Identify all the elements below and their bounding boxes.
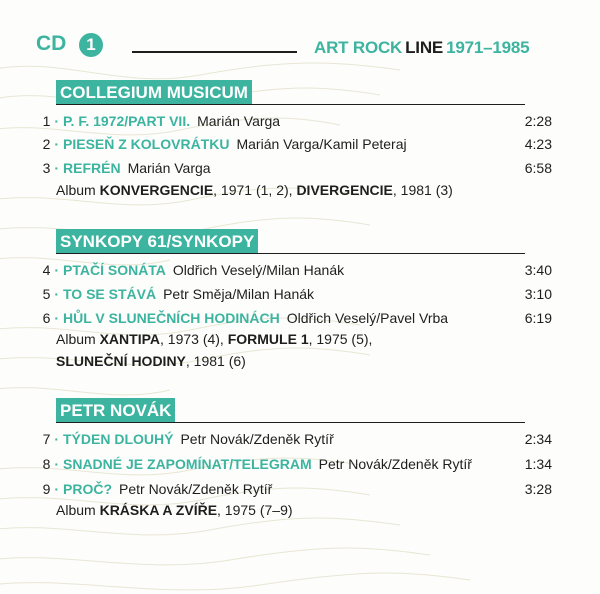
track-row: [0, 429, 600, 449]
album-info-continued: SLUNEČNÍ HODINY, 1981 (6): [56, 353, 246, 369]
album-info: Album XANTIPA, 1973 (4), FORMULE 1, 1975 (5),: [56, 331, 373, 347]
track-duration: 3:40: [524, 262, 552, 278]
track-authors: Marián Varga: [127, 160, 211, 176]
track-duration: 4:23: [524, 136, 552, 152]
album-name: SLUNEČNÍ HODINY: [56, 353, 186, 369]
track-duration: 6:58: [524, 160, 552, 176]
line-title: [314, 38, 529, 58]
track-duration: 2:34: [524, 431, 552, 447]
section-rule: [56, 422, 525, 423]
track-row: [0, 284, 600, 304]
track-row: [0, 479, 600, 499]
track-number: 5 ·: [42, 286, 59, 302]
track-title: PROČ?: [63, 481, 112, 497]
track-authors: Oldřich Veselý/Milan Hanák: [172, 262, 345, 278]
section-band-collegium-musicum: COLLEGIUM MUSICUM: [56, 80, 252, 104]
track-authors: Marián Varga: [197, 113, 281, 129]
track-title: P. F. 1972/PART VII.: [63, 113, 191, 129]
line-title-years: 1971–1985: [446, 38, 530, 57]
track-title: TO SE STÁVÁ: [63, 286, 157, 302]
track-duration: 6:19: [524, 310, 552, 326]
cd-number-badge: 1: [79, 33, 103, 57]
track-duration: 1:34: [524, 456, 552, 472]
track-authors: Marián Varga/Kamil Peteraj: [236, 136, 407, 152]
track-number: 1 ·: [42, 113, 59, 129]
track-title: SNADNÉ JE ZAPOMÍNAT/TELEGRAM: [63, 456, 312, 472]
track-number: 8 ·: [42, 456, 59, 472]
album-name: FORMULE 1: [227, 331, 309, 347]
header-divider: [132, 51, 297, 53]
track-number: 7 ·: [42, 431, 59, 447]
track-duration: 3:28: [524, 481, 552, 497]
section-rule: [56, 253, 525, 254]
track-number: 6 ·: [42, 310, 59, 326]
line-title-art-rock: ART ROCK: [314, 38, 403, 57]
track-row: [0, 111, 600, 131]
album-name: KRÁSKA A ZVÍŘE: [99, 502, 218, 518]
track-number: 2 ·: [42, 136, 59, 152]
track-row: [0, 158, 600, 178]
track-authors: Petr Novák/Zdeněk Rytíř: [180, 431, 334, 447]
track-title: HŮL V SLUNEČNÍCH HODINÁCH: [63, 310, 280, 326]
album-info: Album KONVERGENCIE, 1971 (1, 2), DIVERGENCIE, 1981 (3): [56, 182, 453, 198]
track-title: REFRÉN: [63, 160, 121, 176]
album-name: KONVERGENCIE: [99, 182, 214, 198]
track-row: [0, 260, 600, 280]
track-title: PIESEŇ Z KOLOVRÁTKU: [63, 136, 230, 152]
track-title: TÝDEN DLOUHÝ: [63, 431, 174, 447]
cd-label: CD: [36, 32, 67, 55]
track-authors: Petr Směja/Milan Hanák: [163, 286, 315, 302]
album-name: DIVERGENCIE: [296, 182, 393, 198]
line-title-line: LINE: [405, 38, 444, 57]
track-row: [0, 454, 600, 474]
track-authors: Oldřich Veselý/Pavel Vrba: [286, 310, 449, 326]
track-duration: 2:28: [524, 113, 552, 129]
track-number: 3 ·: [42, 160, 59, 176]
track-row: [0, 308, 600, 328]
section-band-synkopy: SYNKOPY 61/SYNKOPY: [56, 229, 258, 253]
track-title: PTAČÍ SONÁTA: [63, 262, 166, 278]
track-number: 4 ·: [42, 262, 59, 278]
section-rule: [56, 104, 525, 105]
album-info: Album KRÁSKA A ZVÍŘE, 1975 (7–9): [56, 502, 293, 518]
track-row: [0, 134, 600, 154]
section-band-petr-novak: PETR NOVÁK: [56, 398, 175, 422]
track-authors: Petr Novák/Zdeněk Rytíř: [119, 481, 273, 497]
track-authors: Petr Novák/Zdeněk Rytíř: [318, 456, 472, 472]
album-name: XANTIPA: [99, 331, 160, 347]
track-duration: 3:10: [524, 286, 552, 302]
track-number: 9 ·: [42, 481, 59, 497]
